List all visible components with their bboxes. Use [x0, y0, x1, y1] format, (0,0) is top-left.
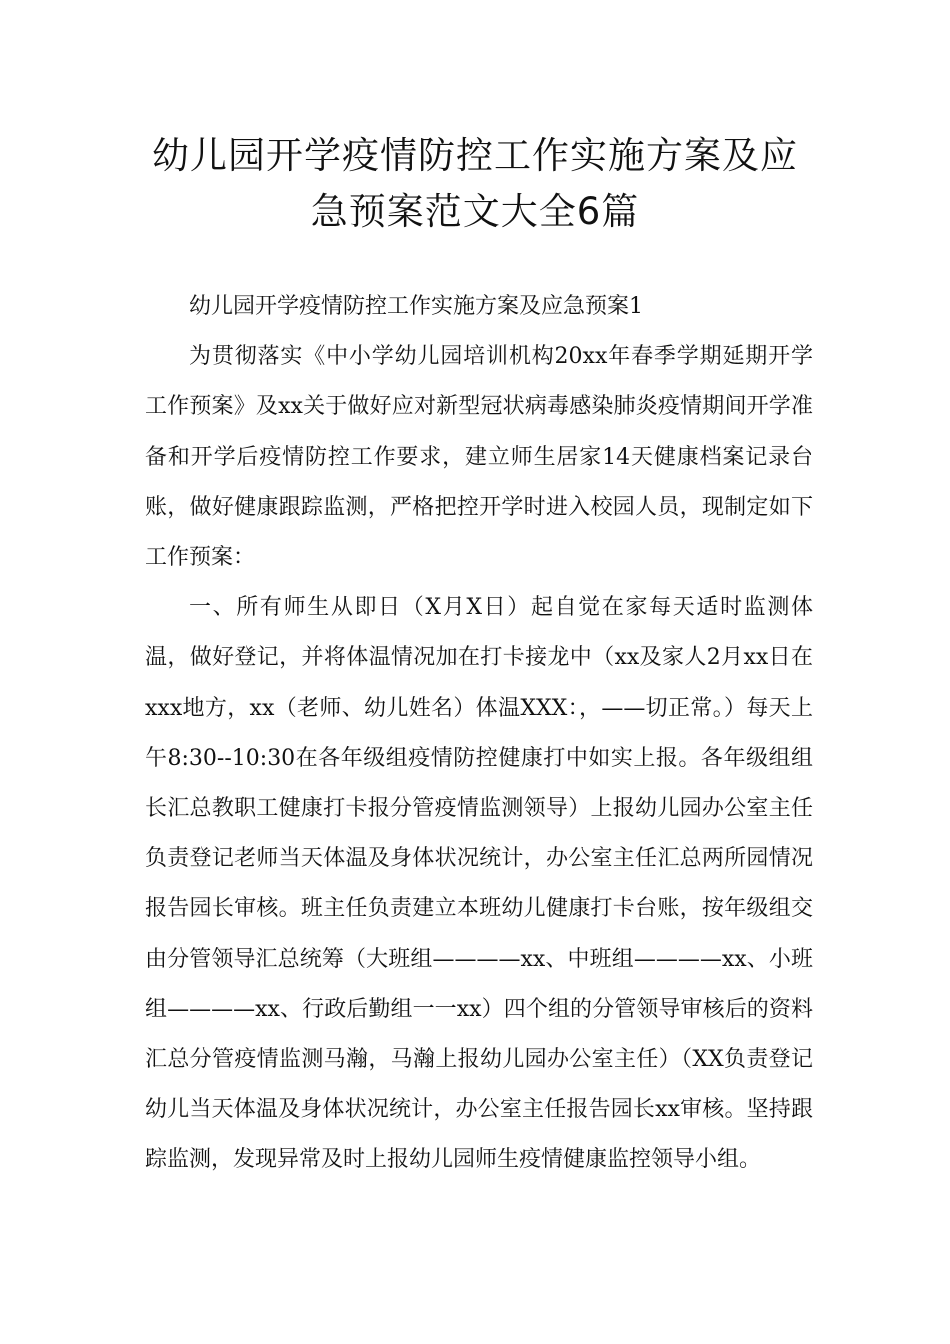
paragraph-item-1: 一、所有师生从即日（X月X日）起自觉在家每天适时监测体温，做好登记，并将体温情况加在打卡接龙中（xx及家人2月xx日在xxx地方，xx（老师、幼儿姓名）体温XXX：，——切正常。）每天上午8:30--10:30在各年级组疫情防控健康打中如实上报。各年级组组长汇总教职工健康打卡报分管疫情监测领导）上报幼儿园办公室主任负责登记老师当天体温及身体状况统计，办公室主任汇总两所园情况报告园长审核。班主任负责建立本班幼儿健康打卡台账，按年级组交由分管领导汇总统筹（大班组————xx、中班组————xx、小班组————xx、行政后勤组一一xx）四个组的分管领导审核后的资料汇总分管疫情监测马瀚，马瀚上报幼儿园办公室主任）（XX负责登记幼儿当天体温及身体状况统计，办公室主任报告园长xx审核。坚持跟踪监测，发现异常及时上报幼儿园师生疫情健康监控领导小组。 [145, 595, 813, 1173]
title-line-2: 急预案范文大全6篇 [310, 190, 640, 233]
title-line-1: 幼儿园开学疫情防控工作实施方案及应 [152, 134, 798, 177]
document-title [100, 128, 850, 240]
document-body [145, 282, 813, 1186]
paragraph-intro: 为贯彻落实《中小学幼儿园培训机构20xx年春季学期延期开学工作预案》及xx关于做好应对新型冠状病毒感染肺炎疫情期间开学准备和开学后疫情防控工作要求，建立师生居家14天健康档案记录台账，做好健康跟踪监测，严格把控开学时进入校园人员，现制定如下工作预案： [145, 344, 813, 571]
section-heading: 幼儿园开学疫情防控工作实施方案及应急预案1 [189, 294, 643, 319]
